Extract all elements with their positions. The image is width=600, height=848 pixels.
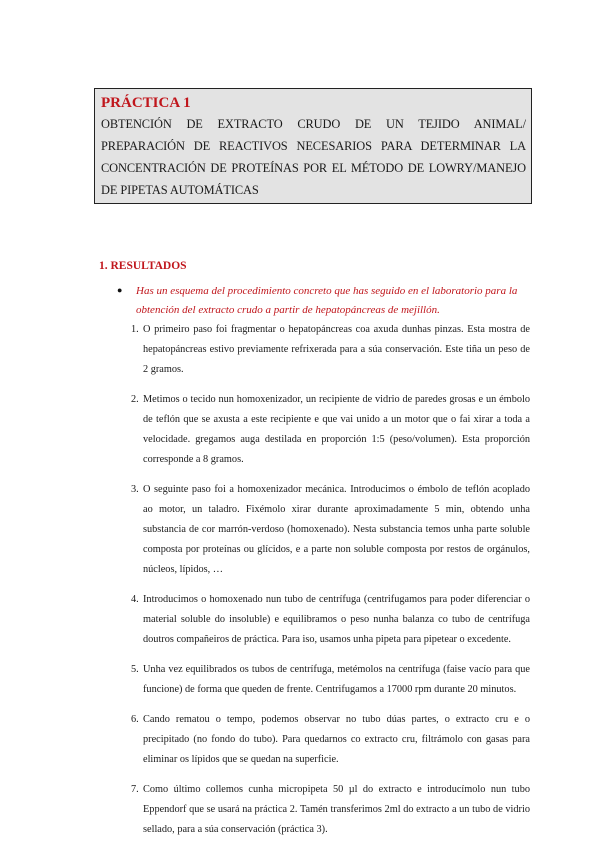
step-number: 4. (131, 594, 139, 605)
step-text: O primeiro paso foi fragmentar o hepatopáncreas coa axuda dunhas pinzas. Esta mostra de hepatopáncreas estivo previamente refrixerada para a súa conservación. Este tiña un peso de 2 gramos. (143, 324, 530, 375)
step-number: 7. (131, 784, 139, 795)
step-number: 2. (131, 394, 139, 405)
bullet-dot-icon: ● (117, 285, 123, 295)
list-item (128, 780, 530, 840)
bullet-item (117, 282, 532, 320)
step-text: Cando rematou o tempo, podemos observar no tubo dúas partes, o extracto cru e o precipitado (no fondo do tubo). Para quedarnos co extracto cru, filtrámolo con gasas para eliminar os lípidos que se quedan na superficie. (143, 714, 530, 765)
step-text: Introducimos o homoxenado nun tubo de centrífuga (centrifugamos para poder diferenciar o material soluble do insoluble) e equilibramos o peso nunha balanza co tubo de centrífuga doutros compañeiros de práctica. Para iso, usamos unha pipeta para pipetear o excedente. (143, 594, 530, 645)
list-item (128, 660, 530, 700)
list-item (128, 320, 530, 380)
list-item (128, 480, 530, 580)
practice-label: PRÁCTICA 1 (101, 95, 191, 111)
step-text: Metimos o tecido nun homoxenizador, un recipiente de vidrio de paredes grosas e un émbolo de teflón que se axusta a este recipiente e que vai unido a un motor que o fai xirar a toda a velocidade. gregamos auga destilada en proporción 1:5 (peso/volumen). Esta proporción corresponde a 8 gramos. (143, 394, 530, 465)
steps-list (128, 320, 530, 840)
step-text: Unha vez equilibrados os tubos de centrífuga, metémolos na centrífuga (faise vacío para que funcione) de forma que queden de frente. Centrifugamos a 17000 rpm durante 20 minutos. (143, 664, 530, 695)
list-item (128, 390, 530, 470)
step-number: 6. (131, 714, 139, 725)
title-box (94, 88, 532, 204)
step-text: O seguinte paso foi a homoxenizador mecánica. Introducimos o émbolo de teflón acoplado ao motor, un taladro. Fixémolo xirar durante aproximadamente 5 min, obtendo unha substancia de cor marrón-verdoso (homoxenado). Nesta substancia temos unha parte soluble composta por proteínas ou glícidos, e a parte non soluble composta por restos de orgánulos, núcleos, lípidos, … (143, 484, 530, 575)
list-item (128, 710, 530, 770)
step-number: 5. (131, 664, 139, 675)
practice-title: OBTENCIÓN DE EXTRACTO CRUDO DE UN TEJIDO ANIMAL/ PREPARACIÓN DE REACTIVOS NECESARIOS PARA DETERMINAR LA CONCENTRACIÓN DE PROTEÍNAS POR EL MÉTODO DE LOWRY/MANEJO DE PIPETAS AUTOMÁTICAS (101, 117, 526, 197)
step-number: 1. (131, 324, 139, 335)
section-heading: 1. RESULTADOS (99, 260, 187, 272)
step-number: 3. (131, 484, 139, 495)
step-text: Como último collemos cunha micropipeta 50 µl do extracto e introducímolo nun tubo Eppendorf que se usará na práctica 2. Tamén transferimos 2ml do extracto a un tubo de vidrio sellado, para a súa conservación (práctica 3). (143, 784, 530, 835)
bullet-text: Has un esquema del procedimiento concreto que has seguido en el laboratorio para la obtención del extracto crudo a partir de hepatopáncreas de mejillón. (136, 285, 518, 316)
list-item (128, 590, 530, 650)
